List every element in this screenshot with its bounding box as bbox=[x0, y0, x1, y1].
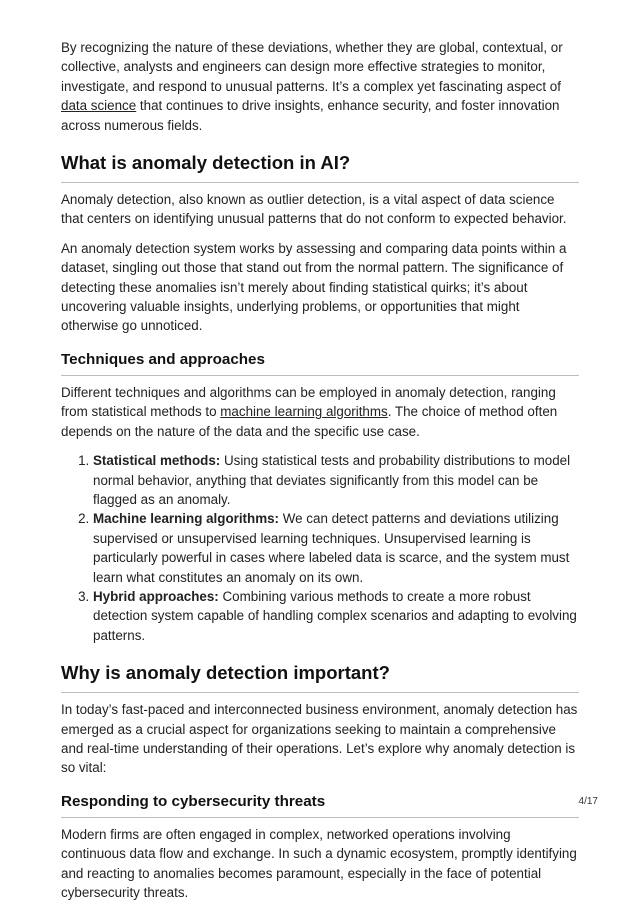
list-item-term: Machine learning algorithms: bbox=[93, 511, 280, 527]
list-item-term: Statistical methods: bbox=[93, 453, 221, 469]
list-item-desc: Combining various methods to create a more robust detection system capable of handling complex scenarios and adapting to evolving patterns. bbox=[93, 588, 577, 643]
intro-text-end: that continues to drive insights, enhance security, and foster innovation across numerous fields. bbox=[61, 98, 560, 133]
cybersecurity-paragraph: Modern firms are often engaged in complex, networked operations involving continuous data flow and exchange. In such a dynamic ecosystem, promptly identifying and reacting to anomalies becomes paramount, especially in the face of potential cybersecurity threats. bbox=[61, 826, 577, 900]
heading-why-important: Why is anomaly detection important? bbox=[61, 661, 579, 693]
definition-paragraph: Anomaly detection, also known as outlier detection, is a vital aspect of data science that centers on identifying unusual patterns that do not conform to expected behavior. bbox=[61, 192, 567, 227]
list-item bbox=[93, 509, 579, 587]
heading-techniques: Techniques and approaches bbox=[61, 350, 579, 376]
list-item-desc: Using statistical tests and probability distributions to model normal behavior, anything that deviates significantly from this model can be flagged as an anomaly. bbox=[93, 453, 571, 507]
techniques-text-start: Different techniques and algorithms can be employed in anomaly detection, ranging from statistical methods to bbox=[61, 384, 556, 420]
techniques-paragraph bbox=[61, 383, 579, 441]
list-item-desc: We can detect patterns and deviations utilizing supervised or unsupervised learning techniques. Unsupervised learning is particularly powerful in cases where labeled data is scarce, and the system must learn what constitutes an anomaly on its own. bbox=[93, 511, 570, 585]
techniques-text-end: . The choice of method often depends on the nature of the data and the specific use case. bbox=[61, 404, 558, 439]
page-number: 4/17 bbox=[578, 796, 598, 807]
list-item bbox=[93, 451, 579, 509]
document-page bbox=[61, 38, 579, 912]
intro-text-start: By recognizing the nature of these deviations, whether they are global, contextual, or collective, analysts and engineers can design more effective strategies to monitor, investigate, and respond to unusual patterns. It’s a complex yet fascinating aspect of bbox=[61, 40, 563, 94]
list-item-term: Hybrid approaches: bbox=[93, 588, 219, 604]
system-paragraph: An anomaly detection system works by assessing and comparing data points within a dataset, singling out those that stand out from the normal pattern. The significance of detecting these anomalies isn’t merely about finding statistical quirks; it’s about uncovering valuable insights, underlying problems, or opportunities that might otherwise go unnoticed. bbox=[61, 240, 567, 334]
machine-learning-algorithms-link[interactable]: machine learning algorithms bbox=[220, 404, 388, 420]
list-item bbox=[93, 587, 579, 645]
data-science-link[interactable]: data science bbox=[61, 98, 137, 114]
intro-paragraph bbox=[61, 38, 579, 135]
techniques-list bbox=[61, 451, 579, 645]
heading-what-is-anomaly-detection: What is anomaly detection in AI? bbox=[61, 151, 579, 183]
heading-cybersecurity: Responding to cybersecurity threats bbox=[61, 792, 579, 818]
importance-paragraph: In today’s fast-paced and interconnected business environment, anomaly detection has emerged as a crucial aspect for organizations seeking to maintain a comprehensive and real-time understanding of their operations. Let’s explore why anomaly detection is so vital: bbox=[61, 702, 578, 776]
